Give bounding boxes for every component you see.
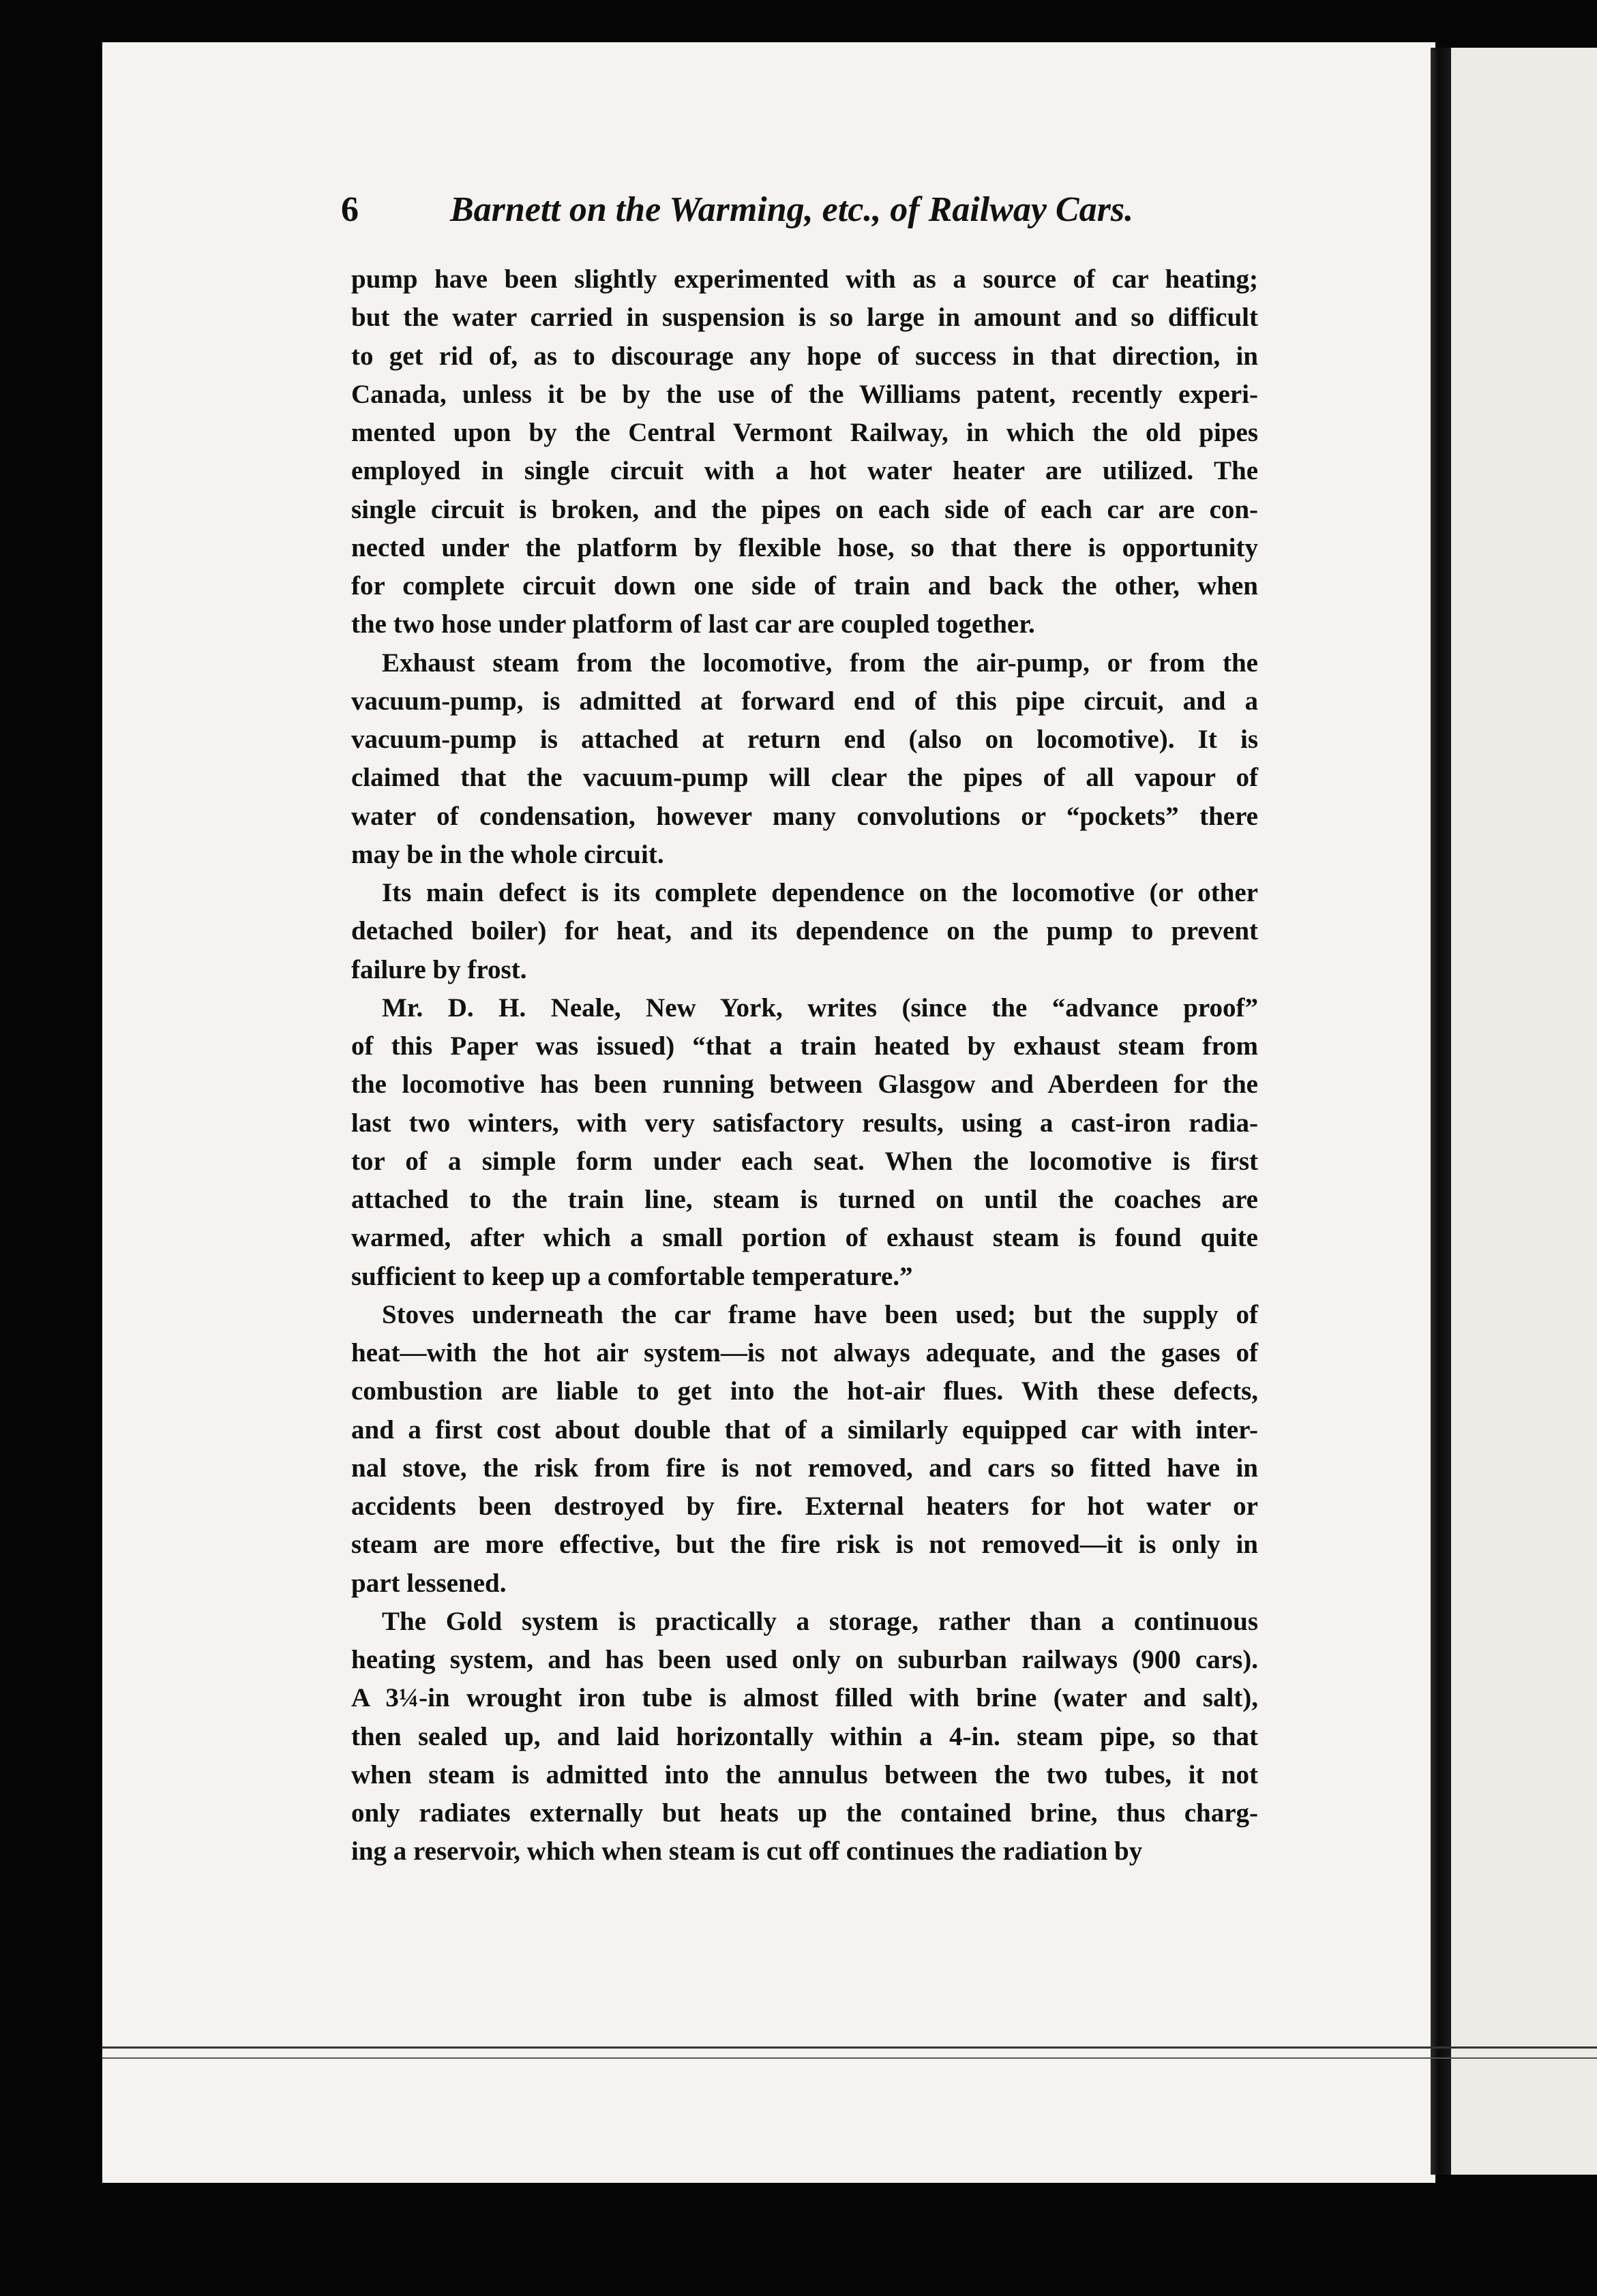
text-line: the locomotive has been running between Glasgow and Aberdeen for the [351,1070,1258,1100]
text-line: attached to the train line, steam is turned on until the coaches are [351,1185,1258,1214]
text-line: ing a reservoir, which when steam is cut off continues the radiation by [351,1837,1143,1867]
text-line: sufficient to keep up a comfortable temperature.” [351,1261,913,1291]
text-line: warmed, after which a small portion of exhaust steam is found quite [351,1223,1258,1253]
footer-rule-secondary [102,2057,1597,2059]
text-line: nected under the platform by flexible hose, so that there is opportunity [351,532,1258,562]
text-line: pump have been slightly experimented with as a source of car heating; [351,265,1258,294]
text-line: The Gold system is practically a storage, rather than a continuous [382,1606,1258,1636]
text-line: may be in the whole circuit. [351,839,664,869]
text-line: for complete circuit down one side of train and back the other, when [351,571,1258,601]
text-line: water of condensation, however many convolutions or “pockets” there [351,801,1258,831]
text-line: single circuit is broken, and the pipes on each side of each car are con- [351,494,1258,524]
text-line: last two winters, with very satisfactory results, using a cast-iron radia- [351,1108,1258,1138]
text-line: detached boiler) for heat, and its dependence on the pump to prevent [351,916,1258,946]
text-line: vacuum-pump is attached at return end (also on locomotive). It is [351,725,1258,754]
text-line: heat—with the hot air system—is not always adequate, and the gases of [351,1338,1258,1368]
text-line: Stoves underneath the car frame have been used; but the supply of [382,1299,1258,1329]
text-line: and a first cost about double that of a similarly equipped car with inter- [351,1415,1258,1445]
text-line: accidents been destroyed by fire. External heaters for hot water or [351,1492,1258,1521]
text-line: steam are more effective, but the fire risk is not removed—it is only in [351,1530,1258,1560]
text-line: nal stove, the risk from fire is not removed, and cars so fitted have in [351,1453,1258,1483]
text-line: vacuum-pump, is admitted at forward end of this pipe circuit, and a [351,686,1258,716]
text-line: Mr. D. H. Neale, New York, writes (since the “advance proof” [382,993,1258,1023]
page-number: 6 [341,190,359,229]
text-line: mented upon by the Central Vermont Railway, in which the old pipes [351,418,1258,447]
text-line: employed in single circuit with a hot water heater are utilized. The [351,456,1258,486]
text-line: tor of a simple form under each seat. When the locomotive is first [351,1146,1258,1176]
running-header [341,190,1258,241]
text-line: part lessened. [351,1568,507,1598]
facing-page-edge [1451,48,1597,2175]
text-line: of this Paper was issued) “that a train heated by exhaust steam from [351,1031,1258,1061]
running-title: Barnett on the Warming, etc., of Railway Cars. [450,190,1134,229]
text-line: Its main defect is its complete dependence on the locomotive (or other [382,878,1258,907]
text-line: when steam is admitted into the annulus between the two tubes, it not [351,1759,1258,1789]
body-text [351,260,1258,1871]
text-line: the two hose under platform of last car are coupled together. [351,609,1035,639]
footer-rule [102,2046,1597,2049]
text-line: Exhaust steam from the locomotive, from the air-pump, or from the [382,648,1258,678]
text-line: only radiates externally but heats up the contained brine, thus charg- [351,1798,1258,1828]
page-gutter [1431,48,1451,2175]
text-line: heating system, and has been used only on suburban railways (900 cars). [351,1645,1258,1674]
text-line: Canada, unless it be by the use of the Williams patent, recently experi- [351,379,1258,409]
text-line: A 3¼-in wrought iron tube is almost filled with brine (water and salt), [351,1683,1258,1713]
text-line: to get rid of, as to discourage any hope of success in that direction, in [351,341,1258,371]
text-line: failure by frost. [351,954,527,984]
text-line: claimed that the vacuum-pump will clear the pipes of all vapour of [351,763,1258,793]
text-line: combustion are liable to get into the hot-air flues. With these defects, [351,1376,1258,1406]
text-line: then sealed up, and laid horizontally within a 4-in. steam pipe, so that [351,1721,1258,1751]
text-line: but the water carried in suspension is so large in amount and so difficult [351,303,1258,333]
